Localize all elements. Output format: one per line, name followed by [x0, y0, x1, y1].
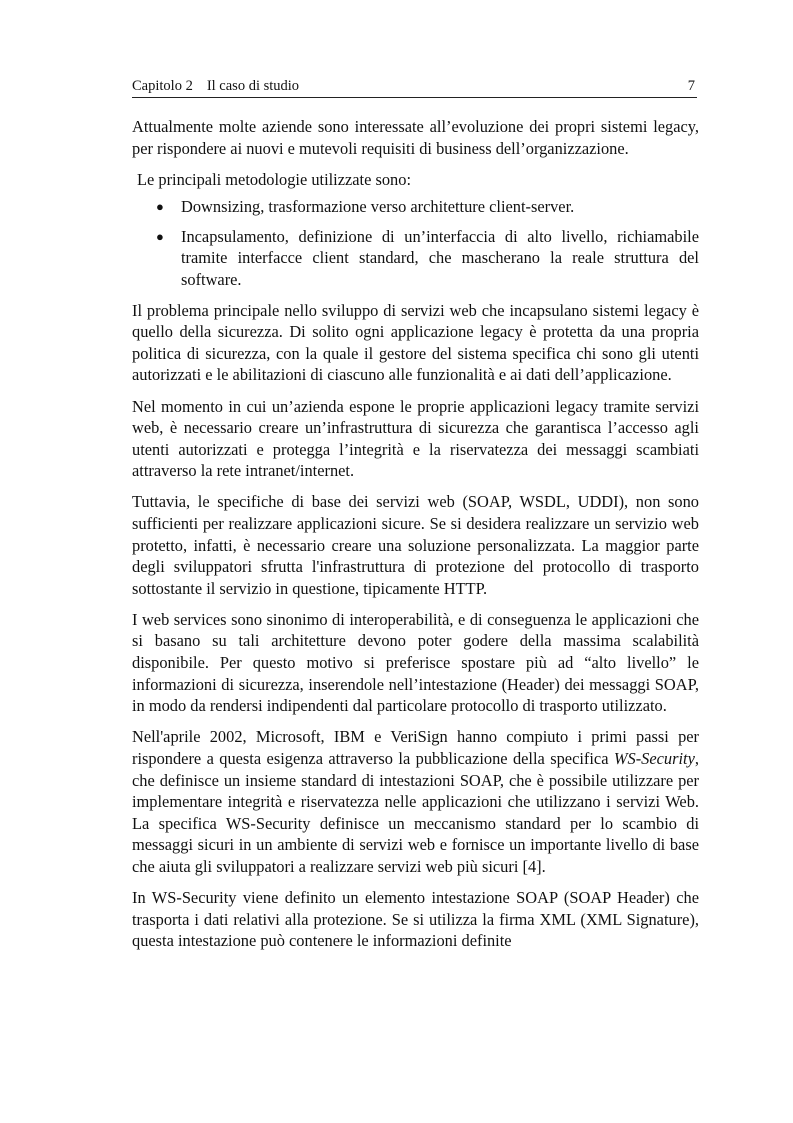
ws-security-text-before: Nell'aprile 2002, Microsoft, IBM e VeriSign hanno compiuto i primi passi per rispondere a questa esigenza attraverso la pubblicazione della specifica — [132, 727, 699, 768]
paragraph-security-infrastructure: Nel momento in cui un’azienda espone le proprie applicazioni legacy tramite servizi web, è necessario creare un’infrastruttura di sicurezza che garantisca l’accesso agli utenti autorizzati e protegga l’integrità e la riservatezza dei messaggi scambiati attraverso la rete intranet/internet. — [132, 396, 699, 481]
list-item — [156, 196, 699, 218]
list-item — [156, 226, 699, 291]
running-header — [132, 76, 697, 98]
section-title: Il caso di studio — [206, 78, 300, 94]
paragraph-legacy-evolution: Attualmente molte aziende sono interessate all’evoluzione dei propri sistemi legacy, per rispondere ai nuovi e mutevoli requisiti di business dell’organizzazione. — [132, 117, 699, 158]
paragraph-interoperability: I web services sono sinonimo di interoperabilità, e di conseguenza le applicazioni che si basano su tali architetture devono poter godere della massima scalabilità disponibile. Per questo motivo si preferisce spostare più ad “alto livello” le informazioni di sicurezza, inserendole nell’intestazione (Header) dei messaggi SOAP, in modo da rendersi indipendenti dal particolare protocollo di trasporto utilizzato. — [132, 609, 699, 716]
header-title — [132, 76, 299, 96]
paragraph-ws-security — [132, 726, 699, 877]
list-item-text: Downsizing, trasformazione verso architetture client-server. — [181, 197, 575, 217]
page-body — [132, 116, 699, 961]
chapter-label: Capitolo 2 — [132, 78, 193, 94]
methodologies-list — [132, 196, 699, 290]
page-number: 7 — [687, 78, 695, 94]
paragraph-methodologies-intro: Le principali metodologie utilizzate sono: — [137, 169, 412, 189]
list-item-text: Incapsulamento, definizione di un’interfaccia di alto livello, richiamabile tramite interfacce client standard, che mascherano la reale struttura del software. — [181, 226, 699, 290]
paragraph-soap-header: In WS-Security viene definito un elemento intestazione SOAP (SOAP Header) che trasporta i dati relativi alla protezione. Se si utilizza la firma XML (XML Signature), questa intestazione può contenere le informazioni definite — [132, 888, 699, 951]
paragraph-security-problem: Il problema principale nello sviluppo di servizi web che incapsulano sistemi legacy è quello della sicurezza. Di solito ogni applicazione legacy è protetta da una propria politica di sicurezza, con la quale il gestore del sistema specifica chi sono gli utenti autorizzati e le abilitazioni di ciascuno alle funzionalità e ai dati dell’applicazione. — [132, 300, 699, 385]
paragraph-base-specs: Tuttavia, le specifiche di base dei servizi web (SOAP, WSDL, UDDI), non sono sufficienti per realizzare applicazioni sicure. Se si desidera realizzare un servizio web protetto, infatti, è necessario creare una soluzione personalizzata. La maggior parte degli sviluppatori sfrutta l'infrastruttura di protezione del protocollo di trasporto sottostante il servizio in questione, tipicamente HTTP. — [132, 492, 699, 598]
ws-security-text-after: , che definisce un insieme standard di intestazioni SOAP, che è possibile utilizzare per implementare integrità e riservatezza nelle applicazioni che utilizzano i servizi Web. La specifica WS-Security definisce un meccanismo standard per lo scambio di messaggi sicuri in un ambiente di servizi web e fornisce un importante livello di base che aiuta gli sviluppatori a realizzare servizi web più sicuri [4]. — [132, 748, 699, 876]
ws-security-term: WS-Security — [613, 748, 695, 768]
bullet-icon: ● — [156, 228, 164, 244]
bullet-icon: ● — [156, 199, 164, 215]
